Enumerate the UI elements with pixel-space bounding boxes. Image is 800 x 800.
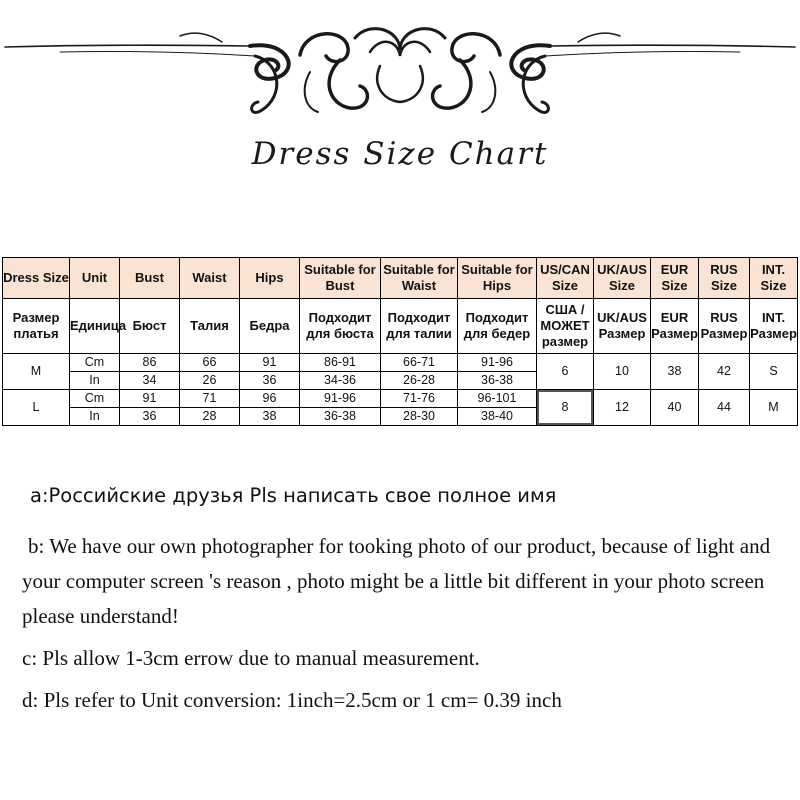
dress-size-chart-table (2, 257, 798, 426)
header-cell: Подходит для бедер (458, 299, 537, 354)
header-row-ru (3, 299, 798, 354)
fit-bust-cell: 36-38 (300, 408, 381, 426)
header-cell: EUR Размер (651, 299, 699, 354)
header-cell: Suitable for Hips (458, 258, 537, 299)
table-row-m-cm (3, 354, 798, 372)
dress-size-cell: L (3, 390, 70, 426)
us-can-size-cell: 8 (537, 390, 594, 426)
fit-waist-cell: 28-30 (381, 408, 458, 426)
hips-cell: 36 (240, 372, 300, 390)
header-cell: Hips (240, 258, 300, 299)
fit-waist-cell: 66-71 (381, 354, 458, 372)
hips-cell: 38 (240, 408, 300, 426)
waist-cell: 28 (180, 408, 240, 426)
header-cell: Размер платья (3, 299, 70, 354)
note-d: d: Pls refer to Unit conversion: 1inch=2.5cm or 1 cm= 0.39 inch (22, 688, 562, 712)
table-row-l-cm (3, 390, 798, 408)
decorative-flourish-ornament (0, 0, 800, 140)
header-cell: Suitable for Waist (381, 258, 458, 299)
waist-cell: 26 (180, 372, 240, 390)
header-cell: Бедра (240, 299, 300, 354)
header-cell: Подходит для бюста (300, 299, 381, 354)
rus-size-cell: 44 (699, 390, 750, 426)
header-cell: Dress Size (3, 258, 70, 299)
header-cell: США / МОЖЕТ размер (537, 299, 594, 354)
unit-cell: In (70, 372, 120, 390)
eur-size-cell: 38 (651, 354, 699, 390)
uk-aus-size-cell: 10 (594, 354, 651, 390)
page-title: Dress Size Chart (251, 136, 549, 172)
note-a: a:Российские друзья Pls написать свое полное имя (30, 484, 557, 507)
header-cell: Талия (180, 299, 240, 354)
hips-cell: 91 (240, 354, 300, 372)
notes-section (22, 484, 794, 713)
header-cell: Bust (120, 258, 180, 299)
bust-cell: 34 (120, 372, 180, 390)
unit-cell: Cm (70, 390, 120, 408)
header-cell: Подходит для талии (381, 299, 458, 354)
eur-size-cell: 40 (651, 390, 699, 426)
unit-cell: In (70, 408, 120, 426)
waist-cell: 71 (180, 390, 240, 408)
dress-size-cell: M (3, 354, 70, 390)
note-c: c: Pls allow 1-3cm errow due to manual measurement. (22, 646, 480, 670)
header-cell: US/CAN Size (537, 258, 594, 299)
bust-cell: 91 (120, 390, 180, 408)
header-cell: UK/AUS Size (594, 258, 651, 299)
header-cell: INT. Размер (750, 299, 798, 354)
header-cell: RUS Размер (699, 299, 750, 354)
hips-cell: 96 (240, 390, 300, 408)
rus-size-cell: 42 (699, 354, 750, 390)
us-can-size-cell: 6 (537, 354, 594, 390)
header-cell: EUR Size (651, 258, 699, 299)
fit-hips-cell: 91-96 (458, 354, 537, 372)
waist-cell: 66 (180, 354, 240, 372)
bust-cell: 86 (120, 354, 180, 372)
header-cell: UK/AUS Размер (594, 299, 651, 354)
fit-waist-cell: 71-76 (381, 390, 458, 408)
header-cell: INT. Size (750, 258, 798, 299)
fit-hips-cell: 96-101 (458, 390, 537, 408)
fit-bust-cell: 34-36 (300, 372, 381, 390)
header-cell: Бюст (120, 299, 180, 354)
int-size-cell: M (750, 390, 798, 426)
header-cell: Единица (70, 299, 120, 354)
fit-hips-cell: 38-40 (458, 408, 537, 426)
fit-bust-cell: 86-91 (300, 354, 381, 372)
unit-cell: Cm (70, 354, 120, 372)
int-size-cell: S (750, 354, 798, 390)
header-cell: Waist (180, 258, 240, 299)
fit-bust-cell: 91-96 (300, 390, 381, 408)
uk-aus-size-cell: 12 (594, 390, 651, 426)
note-b: b: We have our own photographer for tooking photo of our product, because of light and your computer screen 's reason , photo might be a little bit different in your photo screen please understand! (22, 534, 771, 628)
header-cell: Suitable for Bust (300, 258, 381, 299)
bust-cell: 36 (120, 408, 180, 426)
fit-waist-cell: 26-28 (381, 372, 458, 390)
header-cell: Unit (70, 258, 120, 299)
header-row-en (3, 258, 798, 299)
header-cell: RUS Size (699, 258, 750, 299)
fit-hips-cell: 36-38 (458, 372, 537, 390)
